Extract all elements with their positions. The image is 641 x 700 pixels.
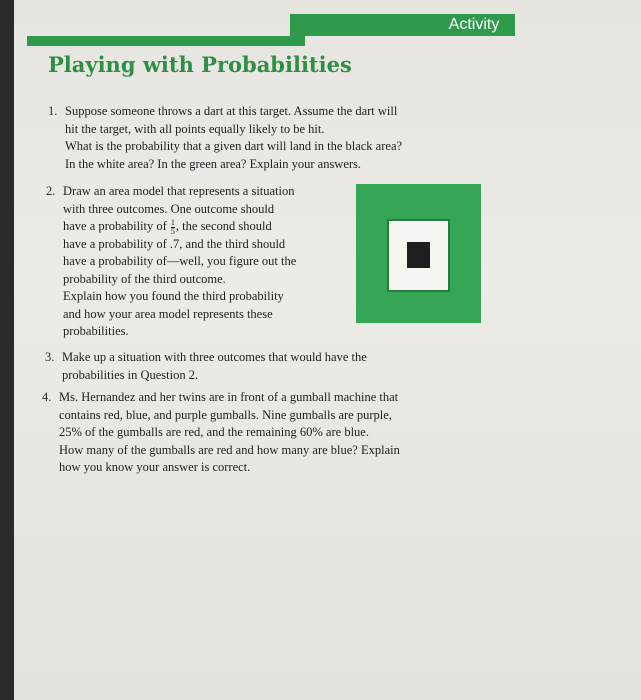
question-1 — [48, 103, 485, 173]
question-line-text: have a probability of — [63, 219, 167, 233]
dart-target-white-area — [387, 219, 450, 292]
header-accent-bar — [27, 36, 305, 46]
question-line: Ms. Hernandez and her twins are in front of a gumball machine that — [59, 390, 399, 404]
question-number: 3. — [45, 350, 55, 364]
question-line — [63, 218, 363, 236]
question-line: how you know your answer is correct. — [59, 460, 251, 474]
question-line: What is the probability that a given dart will land in the black area? — [65, 139, 403, 153]
question-number: 2. — [46, 184, 56, 198]
question-line: How many of the gumballs are red and how many are blue? Explain — [59, 442, 400, 457]
question-number: 1. — [48, 104, 58, 118]
question-line: have a probability of—well, you figure out the — [63, 254, 297, 269]
activity-tag: Activity — [433, 14, 515, 36]
question-line: contains red, blue, and purple gumballs. Nine gumballs are purple, — [59, 407, 392, 422]
question-2 — [46, 183, 363, 341]
question-number: 4. — [42, 390, 52, 404]
header-accent-connector — [290, 14, 305, 46]
dart-target-black-area — [407, 242, 430, 268]
question-line: hit the target, with all points equally likely to be hit. — [65, 121, 325, 136]
page-title: Playing with Probabilities — [48, 52, 352, 77]
question-line: probabilities in Question 2. — [62, 367, 199, 382]
question-line: Explain how you found the third probability — [63, 289, 284, 304]
question-line-text: , the second should — [175, 219, 272, 233]
fraction-one-fifth — [171, 219, 175, 236]
question-line: with three outcomes. One outcome should — [63, 201, 275, 216]
question-4 — [42, 389, 489, 477]
question-3 — [45, 349, 482, 384]
question-line: 25% of the gumballs are red, and the remaining 60% are blue. — [59, 425, 369, 439]
fraction-denominator: 5 — [170, 226, 175, 236]
question-line: probabilities. — [63, 324, 129, 339]
dart-target-green-area — [356, 184, 481, 323]
question-line: have a probability of .7, and the third should — [63, 236, 286, 251]
question-line: Make up a situation with three outcomes that would have the — [62, 350, 367, 364]
question-line: probability of the third outcome. — [63, 271, 226, 286]
question-line: Draw an area model that represents a situation — [63, 184, 295, 198]
fraction-numerator: 1 — [170, 217, 175, 227]
question-line: and how your area model represents these — [63, 306, 273, 321]
question-line: In the white area? In the green area? Explain your answers. — [65, 156, 362, 171]
question-line: Suppose someone throws a dart at this target. Assume the dart will — [65, 104, 398, 118]
